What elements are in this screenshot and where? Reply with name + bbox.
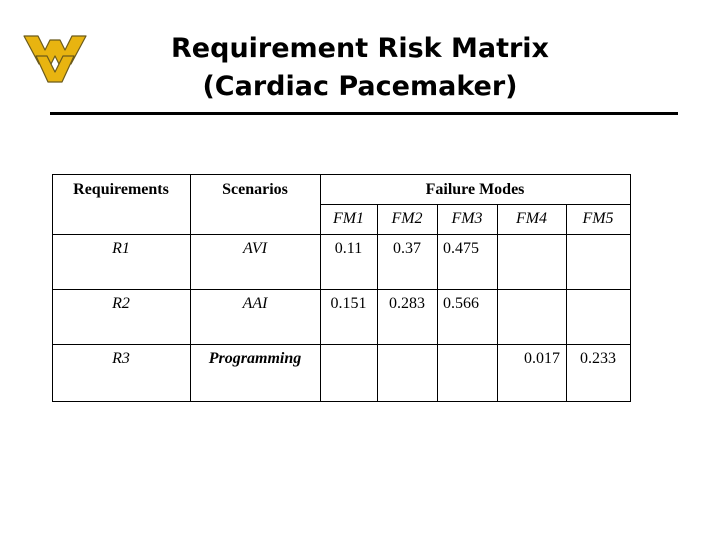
row-r1-fm4: [497, 234, 566, 264]
header-fm1: FM1: [332, 210, 365, 227]
row-r2-scenario: AAI: [242, 295, 268, 312]
header-fm4: FM4: [515, 210, 548, 227]
grid-line: [52, 401, 631, 402]
header-fm5: FM5: [582, 210, 614, 227]
wv-logo-icon: [22, 30, 88, 88]
row-r3-fm2: [377, 344, 437, 374]
row-r2-fm3: 0.566: [443, 295, 479, 312]
header-scenarios: Scenarios: [222, 181, 288, 198]
header-fm3: FM3: [451, 210, 483, 227]
row-r2-fm2: 0.283: [389, 295, 425, 312]
row-r3-fm3: [437, 344, 497, 374]
title-divider: [50, 112, 678, 115]
row-r1-fm3: 0.475: [443, 240, 479, 257]
grid-line: [52, 174, 631, 175]
title-line-2: (Cardiac Pacemaker): [202, 71, 518, 102]
row-r1-fm1: 0.11: [334, 240, 363, 257]
row-r3-fm1: [320, 344, 377, 374]
title-line-1: Requirement Risk Matrix: [171, 33, 549, 64]
row-r3-requirement: R3: [112, 350, 130, 367]
row-r3-fm5: 0.233: [580, 350, 616, 367]
header-fm2: FM2: [391, 210, 423, 227]
row-r1-fm2: 0.37: [393, 240, 421, 257]
row-r1-fm5: [566, 234, 630, 264]
header-requirements: Requirements: [73, 181, 169, 198]
row-r1-requirement: R1: [112, 240, 130, 257]
risk-matrix-table: [52, 174, 631, 402]
row-r3-fm4: 0.017: [524, 350, 560, 367]
page-title: [95, 30, 625, 106]
row-r2-fm1: 0.151: [330, 295, 367, 312]
row-r2-fm4: [497, 289, 566, 319]
grid-line: [630, 174, 631, 402]
row-r1-scenario: AVI: [242, 240, 268, 257]
row-r2-fm5: [566, 289, 630, 319]
row-r2-requirement: R2: [112, 295, 130, 312]
row-r3-scenario: Programming: [208, 350, 302, 367]
header-failure-modes: Failure Modes: [425, 181, 525, 198]
